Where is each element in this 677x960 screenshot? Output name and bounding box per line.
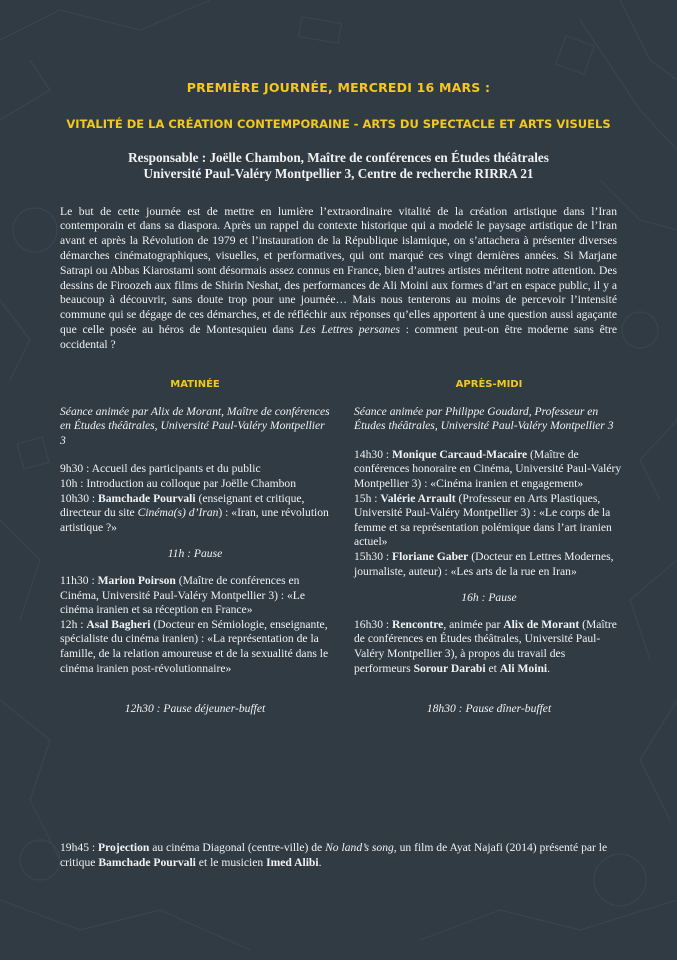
item-text: au cinéma Diagonal (centre-ville) de: [149, 840, 326, 854]
apresmidi-heading: APRÈS-MIDI: [455, 379, 523, 390]
item-text: (enseignant et critique, directeur du site: [60, 491, 305, 520]
matinee-column: [60, 378, 330, 717]
speaker-name: Asal Bagheri: [86, 617, 151, 631]
performer-name: Sorour Darabi: [413, 661, 486, 675]
matinee-heading: MATINÉE: [170, 379, 220, 390]
speaker-name: Bamchade Pourvali: [98, 491, 196, 505]
film-title: No land’s song: [325, 840, 394, 854]
item-time: 15h :: [354, 491, 381, 505]
program-item: [354, 618, 624, 676]
event-label: Rencontre: [392, 617, 444, 631]
apresmidi-chair: Séance animée par Philippe Goudard, Professeur en Études théâtrales, Université Paul-Valéry Montpellier 3: [354, 404, 614, 433]
item-text: (Docteur en Sémiologie, enseignante, spécialiste du cinéma iranien) : «La représentation de la famille, de la relation amoureuse et de la sexualité dans le cinéma iranien post-révolutionnaire»: [60, 617, 329, 675]
item-time: 14h30 :: [354, 447, 393, 461]
pause-label: 16h : Pause: [461, 591, 517, 605]
speaker-name: Marion Poirson: [97, 573, 176, 587]
item-time: 11h30 :: [60, 573, 98, 587]
item-text: ) : «Iran, une révolution artistique ?»: [60, 506, 329, 534]
intro-paragraph: [60, 205, 617, 353]
program-item: 9h30 : Accueil des participants et du public: [60, 462, 261, 476]
program-item: [354, 550, 624, 579]
intro-book-title: Les Lettres persanes: [299, 322, 400, 336]
program-item: 10h : Introduction au colloque par Joëlle Chambon: [60, 476, 297, 490]
site-name: Cinéma(s) d’Iran: [137, 506, 219, 520]
program-item: [354, 448, 624, 492]
day-heading: PREMIÈRE JOURNÉE, MERCREDI 16 MARS :: [186, 80, 491, 95]
pause-label: 11h : Pause: [167, 547, 223, 561]
item-text: (Maître de conférences en Cinéma, Université Paul-Valéry Montpellier 3) : «Le cinéma iranien et sa réception en France»: [60, 573, 306, 617]
program-item: [354, 492, 624, 550]
theme-heading: VITALITÉ DE LA CRÉATION CONTEMPORAINE - ARTS DU SPECTACLE ET ARTS VISUELS: [66, 117, 611, 131]
item-time: 19h45 :: [60, 840, 99, 854]
speaker-name: Bamchade Pourvali: [98, 855, 196, 869]
dinner-pause-label: 18h30 : Pause dîner-buffet: [426, 702, 552, 716]
item-text: (Docteur en Lettres Modernes, journaliste, auteur) : «Les arts de la rue en Iran»: [354, 549, 614, 578]
item-text: .: [547, 661, 551, 675]
speaker-name: Alix de Morant: [503, 617, 580, 631]
intro-text: Le but de cette journée est de mettre en lumière l’extraordinaire vitalité de la création artistique dans l’Iran contemporain et dans sa diaspora. Après un rappel du contexte historique qui a modelé le paysage artistique de l’Iran avant et après la Révolution de 1979 et l’instauration de la République islamique, on s’attachera à présenter diverses démarches cinématographiques, visuelles, et performatives, qui ont marqué ces vingt dernières années. Si Marjane Satrapi ou Abbas Kiarostami sont désormais assez connus en France, bien d’autres artistes méritent notre attention. Des dessins de Firoozeh aux films de Shirin Neshat, des performances de Ali Moini aux formes d’art en espace public, il y a beaucoup à découvrir, sans doute trop pour une journée… Mais nous tenterons au moins de percevoir l’intensité commune qui se dégage de ces démarches, et de réfléchir aux réponses qu’elles apportent à une question aussi agaçante que celle posée au héros de Montesquieu dans: [60, 204, 617, 336]
item-text: , un film de Ayat Najafi (2014) présenté par le critique: [60, 840, 608, 869]
event-label: Projection: [98, 840, 150, 854]
item-text: et: [485, 661, 500, 675]
lunch-pause-label: 12h30 : Pause déjeuner-buffet: [124, 702, 266, 716]
speaker-name: Imed Alibi: [266, 855, 319, 869]
speaker-name: Floriane Gaber: [392, 549, 469, 563]
item-text: (Professeur en Arts Plastiques, Université Paul-Valéry Montpellier 3) : «Le corps de la femme et sa représentation polémique dans l’art iranien actuel»: [354, 491, 612, 549]
program-item: [60, 574, 330, 618]
item-time: 16h30 :: [354, 617, 393, 631]
speaker-name: Monique Carcaud-Macaire: [392, 447, 528, 461]
program-item: [60, 618, 330, 676]
responsable-block: [60, 150, 617, 182]
item-text: (Maître de conférences en Études théâtrales, Université Paul-Valéry Montpellier 3), à propos du travail des performeurs: [354, 617, 617, 675]
item-time: 10h30 :: [60, 491, 99, 505]
item-text: .: [318, 855, 322, 869]
performer-name: Ali Moini: [499, 661, 548, 675]
intro-end: : comment peut-on être moderne sans être occidental ?: [60, 322, 617, 351]
evening-screening: [60, 840, 617, 870]
item-text: (Maître de conférences honoraire en Cinéma, Université Paul-Valéry Montpellier 3) : «Cinéma iranien et engagement»: [354, 447, 622, 490]
item-text: et le musicien: [195, 855, 267, 869]
speaker-name: Valérie Arrault: [380, 491, 456, 505]
item-text: , animée par: [443, 617, 504, 631]
item-time: 15h30 :: [354, 549, 393, 563]
responsable-line-2: Université Paul-Valéry Montpellier 3, Centre de recherche RIRRA 21: [143, 166, 534, 181]
program-item: [60, 492, 330, 536]
responsable-line-1: Responsable : Joëlle Chambon, Maître de conférences en Études théâtrales: [128, 150, 549, 165]
apresmidi-column: [354, 378, 624, 717]
item-time: 12h :: [60, 617, 87, 631]
matinee-chair: Séance animée par Alix de Morant, Maître de conférences en Études théâtrales, Université Paul-Valéry Montpellier 3: [60, 404, 330, 447]
